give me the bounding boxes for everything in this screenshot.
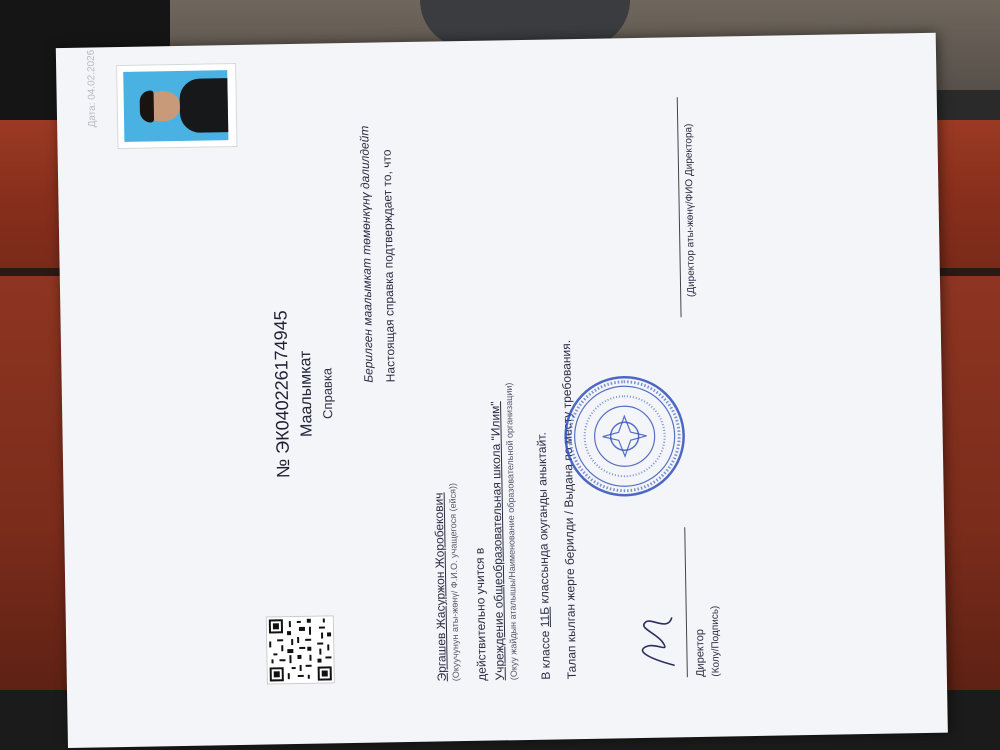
- student-photo: [116, 63, 237, 149]
- certificate-sheet: [56, 33, 948, 748]
- class-prefix: В классе: [538, 630, 553, 680]
- class-line: [535, 432, 553, 680]
- student-name: Эргашев Жасуржон Жоробекович: [431, 492, 449, 682]
- title-kyrgyz: Маалымкат: [297, 350, 316, 438]
- class-value: 11Б: [537, 606, 552, 628]
- school-name: Учреждение общеобразовательная школа "Илим": [488, 401, 507, 681]
- issue-date: Дата: 04.02.2026: [85, 49, 99, 128]
- director-signature-caption: (Колу/Подпись): [709, 605, 722, 677]
- title-russian: Справка: [319, 367, 336, 420]
- director-name-caption: (Директор аты-жөнү/ФИО Директора): [683, 123, 698, 298]
- study-text: действительно учится в: [472, 547, 489, 681]
- director-label: Директор: [694, 628, 707, 678]
- director-name-line: [677, 97, 682, 317]
- issued-on-demand-text: Талап кылган жерге берилди / Выдана по месту требования.: [558, 339, 579, 680]
- student-name-caption: (Окуучунун аты-жөнү/ Ф.И.О. учащегося (ейся)): [447, 482, 461, 682]
- official-stamp: [562, 373, 688, 499]
- certificate-number: № ЭК040226174945: [270, 310, 294, 479]
- class-suffix: классында окуганды аныктайт.: [534, 432, 552, 604]
- intro-kyrgyz: Берилген маалымкат төмөнкүнү далилдейт: [357, 125, 376, 383]
- school-caption: (Окуу жайдын аталышы/Наименование образовательной организации): [503, 382, 519, 681]
- intro-russian: Настоящая справка подтверждает то, что: [379, 149, 398, 383]
- director-signature: [626, 611, 687, 672]
